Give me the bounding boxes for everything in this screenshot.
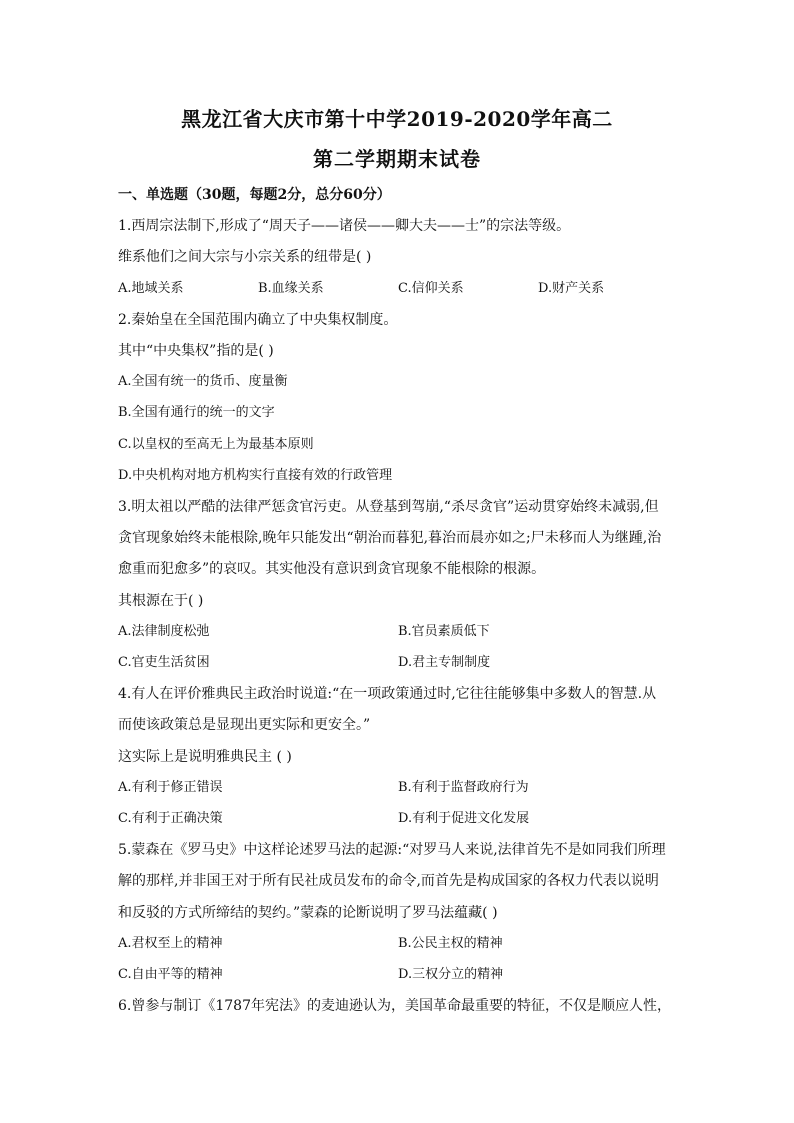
question-3-text-3: 愈重而犯愈多”的哀叹。其实他没有意识到贪官现象不能根除的根源。 — [118, 561, 546, 577]
question-5-text-3: 和反驳的方式所缔结的契约。”蒙森的论断说明了罗马法蕴藏( ) — [118, 905, 498, 921]
q3-option-a: A.法律制度松弛 — [118, 624, 210, 639]
question-2-prompt: 其中“中央集权”指的是( ) — [118, 343, 274, 359]
q1-option-d: D.财产关系 — [538, 281, 605, 296]
question-2-text: 2.秦始皇在全国范围内确立了中央集权制度。 — [118, 312, 398, 328]
question-3-text-2: 贪官现象始终未能根除,晚年只能发出“朝治而暮犯,暮治而晨亦如之;尸未移而人为继踵,治 — [118, 530, 662, 546]
question-1-prompt: 维系他们之间大宗与小宗关系的纽带是( ) — [118, 249, 372, 265]
q4-option-c: C.有利于正确决策 — [118, 811, 223, 826]
question-4-text-2: 而使该政策总是显现出更实际和更安全。” — [118, 717, 371, 733]
q5-option-c: C.自由平等的精神 — [118, 967, 223, 982]
question-3-text-1: 3.明太祖以严酷的法律严惩贪官污吏。从登基到驾崩,“杀尽贪官”运动贯穿始终未减弱,但 — [118, 499, 659, 515]
q4-option-b: B.有利于监督政府行为 — [398, 780, 529, 795]
question-5-text-1: 5.蒙森在《罗马史》中这样论述罗马法的起源:“对罗马人来说,法律首先不是如同我们所理 — [118, 842, 666, 858]
q2-option-b: B.全国有通行的统一的文字 — [118, 405, 275, 420]
q2-option-c: C.以皇权的至高无上为最基本原则 — [118, 437, 314, 452]
q5-option-d: D.三权分立的精神 — [398, 967, 504, 982]
q5-option-b: B.公民主权的精神 — [398, 936, 503, 951]
q2-option-a: A.全国有统一的货币、度量衡 — [118, 374, 288, 389]
q1-option-a: A.地域关系 — [118, 281, 184, 296]
question-3-prompt: 其根源在于( ) — [118, 593, 204, 609]
section-heading: 一、单选题（30题，每题2分，总分60分） — [118, 187, 391, 203]
q1-option-c: C.信仰关系 — [398, 281, 464, 296]
q5-option-a: A.君权至上的精神 — [118, 936, 223, 951]
q4-option-d: D.有利于促进文化发展 — [398, 811, 530, 826]
q1-option-b: B.血缘关系 — [258, 281, 324, 296]
question-4-prompt: 这实际上是说明雅典民主 ( ) — [118, 749, 292, 765]
question-1-text: 1.西周宗法制下,形成了“周天子——诸侯——卿大夫——士”的宗法等级。 — [118, 218, 571, 234]
question-5-text-2: 解的那样,并非国王对于所有民社成员发布的命令,而首先是构成国家的各权力代表以说明 — [118, 873, 659, 889]
q4-option-a: A.有利于修正错误 — [118, 780, 223, 795]
question-4-text-1: 4.有人在评价雅典民主政治时说道:“在一项政策通过时,它往往能够集中多数人的智慧.从 — [118, 686, 657, 702]
exam-title-line2: 第二学期期末试卷 — [313, 147, 481, 171]
q3-option-c: C.官吏生活贫困 — [118, 655, 210, 670]
exam-title-line1: 黑龙江省大庆市第十中学2019-2020学年高二 — [181, 107, 613, 131]
q3-option-b: B.官员素质低下 — [398, 624, 490, 639]
question-6-text-1: 6.曾参与制订《1787年宪法》的麦迪逊认为，美国革命最重要的特征，不仅是顺应人性， — [118, 998, 671, 1014]
q2-option-d: D.中央机构对地方机构实行直接有效的行政管理 — [118, 468, 393, 483]
q3-option-d: D.君主专制制度 — [398, 655, 491, 670]
